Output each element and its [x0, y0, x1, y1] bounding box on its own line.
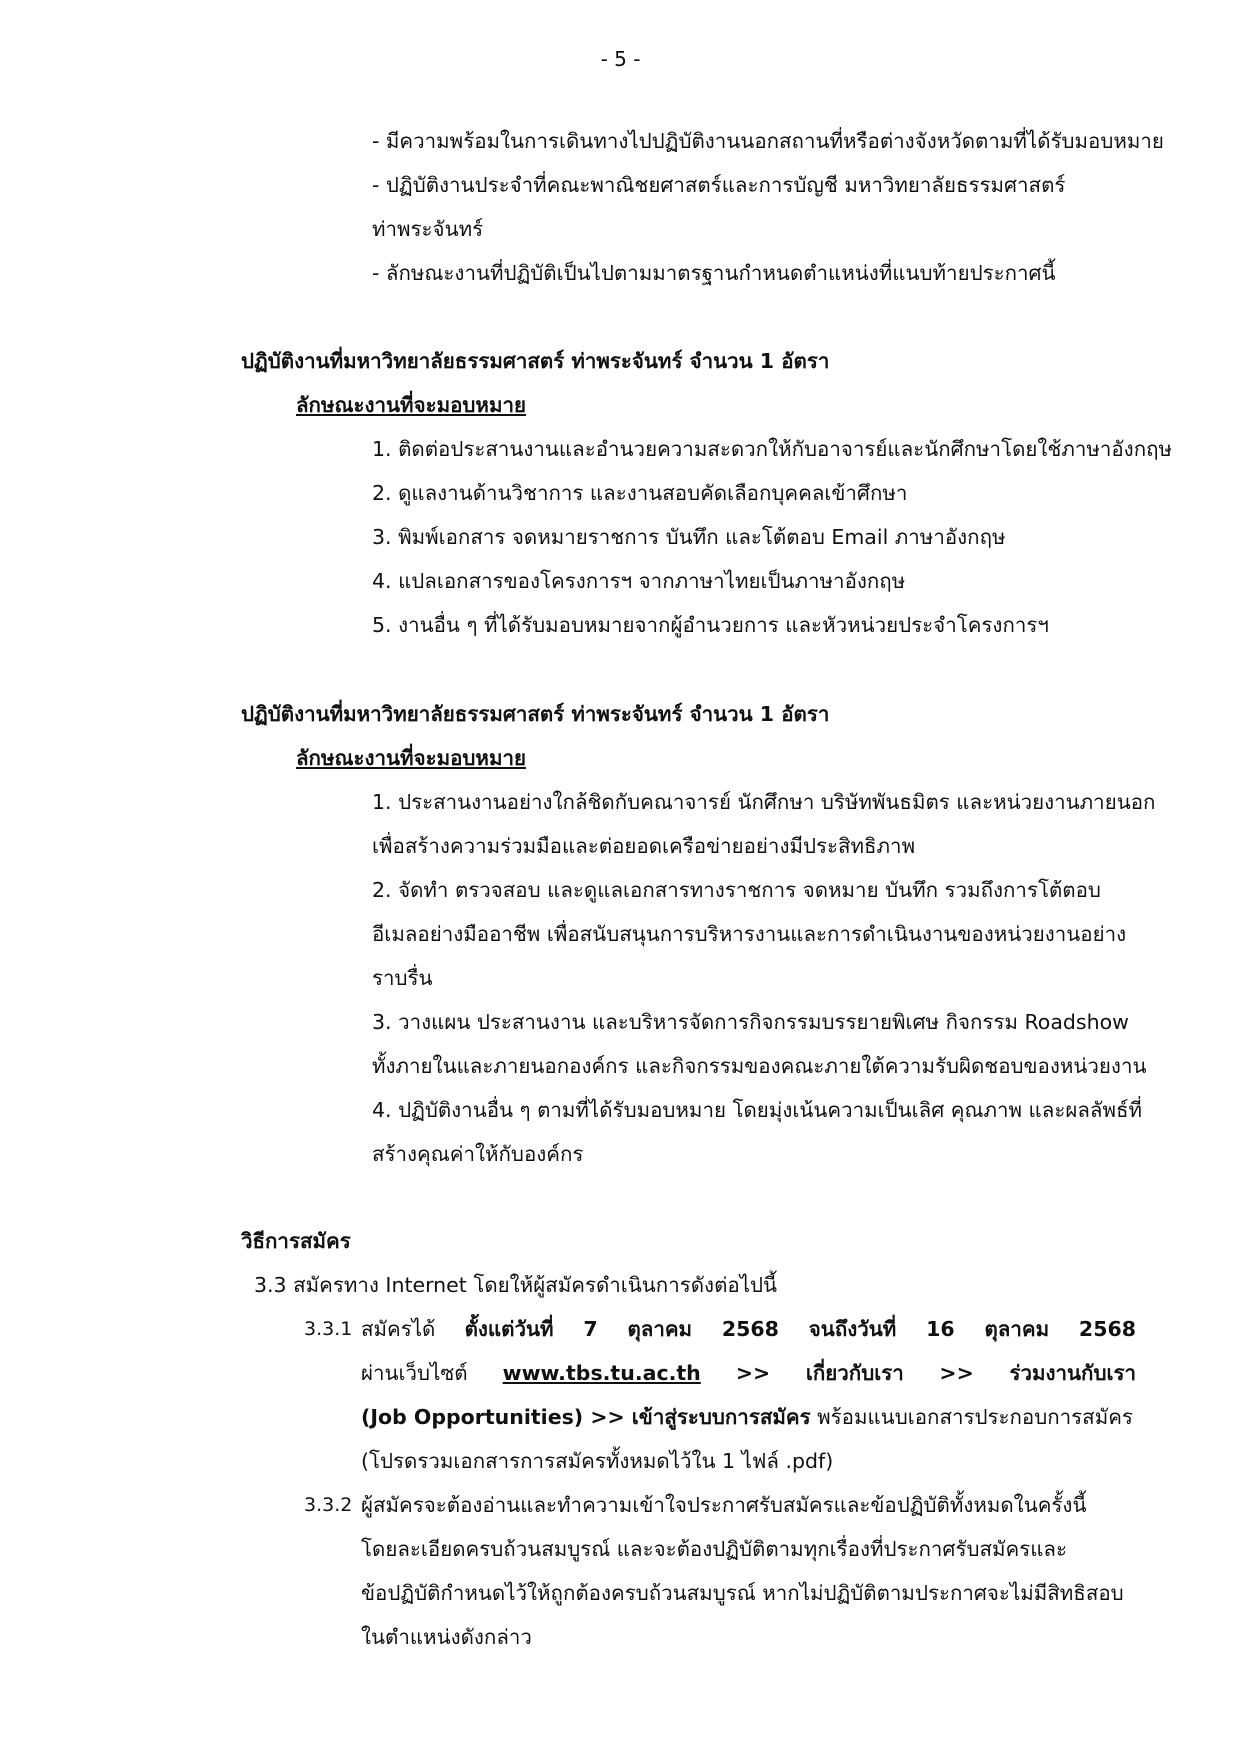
apply-3-3-2-line3: ข้อปฏิบัติกำหนดไว้ให้ถูกต้องครบถ้วนสมบูรณ์ หากไม่ปฏิบัติตามประกาศจะไม่มีสิทธิสอบ: [361, 1581, 1124, 1605]
section2-item: 3. วางแผน ประสานงาน และบริหารจัดการกิจกรรมบรรยายพิเศษ กิจกรรม Roadshow: [372, 1010, 1129, 1034]
bullet-standard: - ลักษณะงานที่ปฏิบัติเป็นไปตามมาตรฐานกำหนดตำแหน่งที่แนบท้ายประกาศนี้: [372, 261, 1056, 285]
section1-item: 1. ติดต่อประสานงานและอำนวยความสะดวกให้กับอาจารย์และนักศึกษาโดยใช้ภาษาอังกฤษ: [372, 437, 1173, 461]
section2-item-cont: สร้างคุณค่าให้กับองค์กร: [372, 1142, 584, 1166]
nav-path: >> เกี่ยวกับเรา >> ร่วมงานกับเรา: [735, 1361, 1136, 1385]
apply-title: วิธีการสมัคร: [241, 1229, 351, 1253]
section1-item: 2. ดูแลงานด้านวิชาการ และงานสอบคัดเลือกบุคคลเข้าศึกษา: [372, 481, 908, 505]
apply-3-3-1-line2: ผ่านเว็บไซต์ www.tbs.tu.ac.th >> เกี่ยวกับเรา >> ร่วมงานกับเรา: [361, 1361, 1136, 1385]
section2-item-cont: ทั้งภายในและภายนอกองค์กร และกิจกรรมของคณะภายใต้ความรับผิดชอบของหน่วยงาน: [372, 1054, 1147, 1078]
section1-item: 3. พิมพ์เอกสาร จดหมายราชการ บันทึก และโต้ตอบ Email ภาษาอังกฤษ: [372, 525, 1006, 549]
apply-3-3-1-line3: (Job Opportunities) >> เข้าสู่ระบบการสมัคร พร้อมแนบเอกสารประกอบการสมัคร: [361, 1405, 1133, 1429]
section1-item: 4. แปลเอกสารของโครงการฯ จากภาษาไทยเป็นภาษาอังกฤษ: [372, 569, 906, 593]
item-number-3-3-2: 3.3.2: [304, 1494, 353, 1516]
apply-3-3-2-line2: โดยละเอียดครบถ้วนสมบูรณ์ และจะต้องปฏิบัติตามทุกเรื่องที่ประกาศรับสมัครและ: [361, 1537, 1067, 1561]
apply-3-3-2-line4: ในตำแหน่งดังกล่าว: [361, 1625, 532, 1649]
apply-3-3-1-line4: (โปรดรวมเอกสารการสมัครทั้งหมดไว้ใน 1 ไฟล์ .pdf): [361, 1449, 834, 1473]
section1-title: ปฏิบัติงานที่มหาวิทยาลัยธรรมศาสตร์ ท่าพระจันทร์ จำนวน 1 อัตรา: [241, 349, 830, 373]
apply-3-3-1-line1: สมัครได้ ตั้งแต่วันที่ 7 ตุลาคม 2568 จนถึงวันที่ 16 ตุลาคม 2568: [361, 1317, 1136, 1341]
section2-item-cont: ราบรื่น: [372, 966, 433, 990]
section2-item-cont: อีเมลอย่างมืออาชีพ เพื่อสนับสนุนการบริหารงานและการดำเนินงานของหน่วยงานอย่าง: [372, 922, 1127, 946]
section2-item: 1. ประสานงานอย่างใกล้ชิดกับคณาจารย์ นักศึกษา บริษัทพันธมิตร และหน่วยงานภายนอก: [372, 790, 1156, 814]
section2-item: 2. จัดทำ ตรวจสอบ และดูแลเอกสารทางราชการ จดหมาย บันทึก รวมถึงการโต้ตอบ: [372, 878, 1101, 902]
page-number: - 5 -: [600, 47, 641, 71]
bullet-workplace-cont: ท่าพระจันทร์: [372, 217, 484, 241]
apply-item-3-3: 3.3 สมัครทาง Internet โดยให้ผู้สมัครดำเนินการดังต่อไปนี้: [254, 1273, 778, 1297]
bullet-travel: - มีความพร้อมในการเดินทางไปปฏิบัติงานนอกสถานที่หรือต่างจังหวัดตามที่ได้รับมอบหมาย: [372, 129, 1164, 153]
bullet-workplace: - ปฏิบัติงานประจำที่คณะพาณิชยศาสตร์และการบัญชี มหาวิทยาลัยธรรมศาสตร์: [372, 173, 1066, 197]
section2-subtitle: ลักษณะงานที่จะมอบหมาย: [296, 746, 526, 770]
nav-path-cont: (Job Opportunities) >> เข้าสู่ระบบการสมัคร: [361, 1405, 811, 1429]
section2-title: ปฏิบัติงานที่มหาวิทยาลัยธรรมศาสตร์ ท่าพระจันทร์ จำนวน 1 อัตรา: [241, 702, 830, 726]
section1-item: 5. งานอื่น ๆ ที่ได้รับมอบหมายจากผู้อำนวยการ และหัวหน่วยประจำโครงการฯ: [372, 613, 1049, 637]
section2-item: 4. ปฏิบัติงานอื่น ๆ ตามที่ได้รับมอบหมาย โดยมุ่งเน้นความเป็นเลิศ คุณภาพ และผลลัพธ์ที่: [372, 1098, 1143, 1122]
website-link[interactable]: www.tbs.tu.ac.th: [502, 1361, 701, 1385]
item-number-3-3-1: 3.3.1: [304, 1318, 353, 1340]
apply-3-3-2-line1: ผู้สมัครจะต้องอ่านและทำความเข้าใจประกาศรับสมัครและข้อปฏิบัติทั้งหมดในครั้งนี้: [361, 1493, 1087, 1517]
section2-item-cont: เพื่อสร้างความร่วมมือและต่อยอดเครือข่ายอย่างมีประสิทธิภาพ: [372, 834, 916, 858]
section1-subtitle: ลักษณะงานที่จะมอบหมาย: [296, 393, 526, 417]
apply-period: ตั้งแต่วันที่ 7 ตุลาคม 2568 จนถึงวันที่ 16 ตุลาคม 2568: [464, 1317, 1136, 1341]
